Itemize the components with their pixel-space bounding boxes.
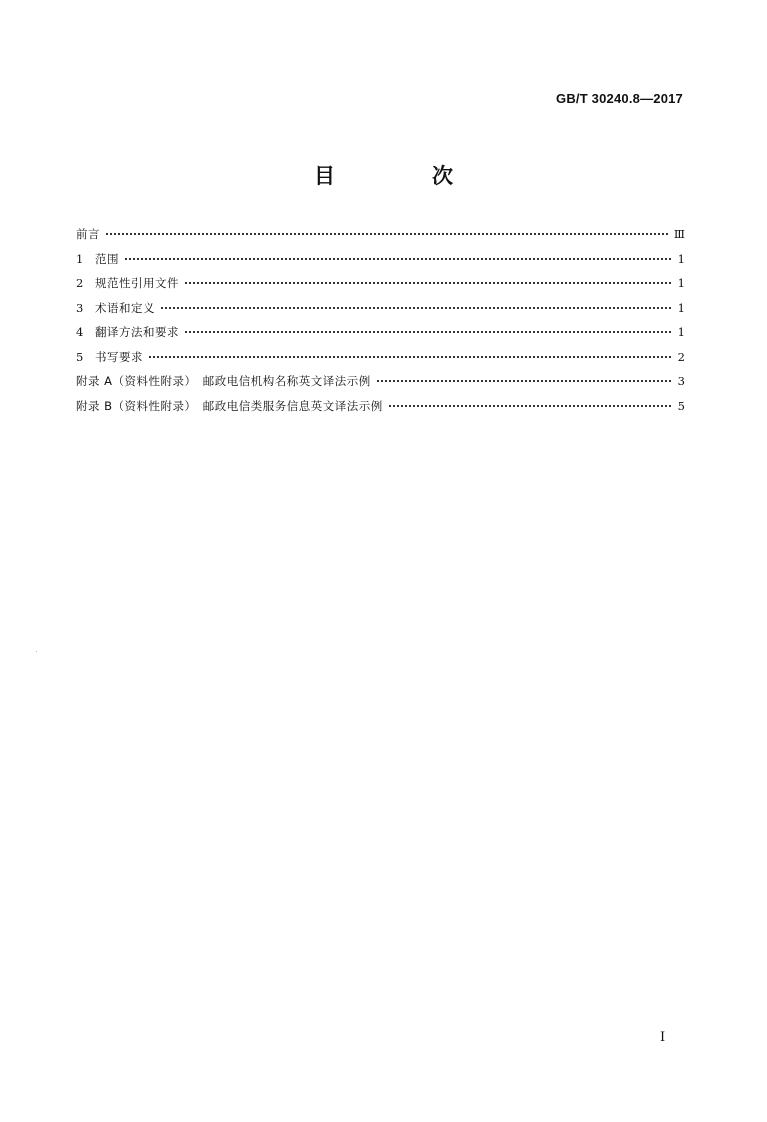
toc-entry-page: Ⅲ bbox=[673, 227, 685, 241]
toc-leader-dots bbox=[185, 282, 671, 284]
standard-number: GB/T 30240.8—2017 bbox=[556, 91, 683, 106]
toc-entry-page: 1 bbox=[677, 276, 685, 290]
toc-entry-page: 1 bbox=[677, 325, 685, 339]
scan-speck bbox=[36, 651, 37, 652]
toc-entry-number: 5 bbox=[76, 349, 84, 364]
toc-entry-annex-b[interactable] bbox=[76, 398, 685, 423]
table-of-contents bbox=[76, 226, 685, 422]
toc-entry-label: 范围 bbox=[95, 251, 119, 266]
toc-leader-dots bbox=[149, 356, 671, 358]
toc-entry-label: 规范性引用文件 bbox=[95, 276, 179, 290]
toc-entry-label: 术语和定义 bbox=[95, 300, 155, 315]
toc-entry-page: 1 bbox=[677, 300, 685, 315]
toc-entry-page: 5 bbox=[677, 398, 685, 413]
toc-leader-dots bbox=[161, 307, 671, 309]
toc-entry-number: 1 bbox=[76, 251, 84, 266]
toc-leader-dots bbox=[185, 331, 671, 333]
toc-entry-page: 3 bbox=[677, 374, 685, 388]
toc-entry-annex-a[interactable] bbox=[76, 373, 685, 398]
toc-entry-scope[interactable] bbox=[76, 251, 685, 276]
toc-entry-writing-requirements[interactable] bbox=[76, 349, 685, 374]
toc-entry-page: 2 bbox=[677, 349, 685, 364]
toc-title: 目 次 bbox=[314, 164, 491, 188]
toc-entry-normative-references[interactable] bbox=[76, 275, 685, 300]
toc-entry-number: 4 bbox=[76, 325, 84, 339]
toc-leader-dots bbox=[377, 380, 671, 382]
toc-entry-number: 3 bbox=[76, 300, 84, 315]
toc-leader-dots bbox=[389, 405, 671, 407]
toc-leader-dots bbox=[125, 258, 671, 260]
toc-entry-label: 附录 A（资料性附录） 邮政电信机构名称英文译法示例 bbox=[76, 374, 371, 388]
page-number: I bbox=[660, 1030, 666, 1045]
toc-leader-dots bbox=[106, 233, 668, 235]
toc-entry-translation-methods[interactable] bbox=[76, 324, 685, 349]
toc-entry-foreword[interactable] bbox=[76, 226, 685, 251]
toc-entry-label: 前言 bbox=[76, 227, 100, 241]
toc-entry-label: 翻译方法和要求 bbox=[95, 325, 179, 339]
toc-entry-terms-definitions[interactable] bbox=[76, 300, 685, 325]
toc-entry-label: 附录 B（资料性附录） 邮政电信类服务信息英文译法示例 bbox=[76, 398, 383, 413]
toc-entry-page: 1 bbox=[677, 251, 685, 266]
toc-entry-number: 2 bbox=[76, 276, 84, 290]
toc-entry-label: 书写要求 bbox=[95, 349, 143, 364]
